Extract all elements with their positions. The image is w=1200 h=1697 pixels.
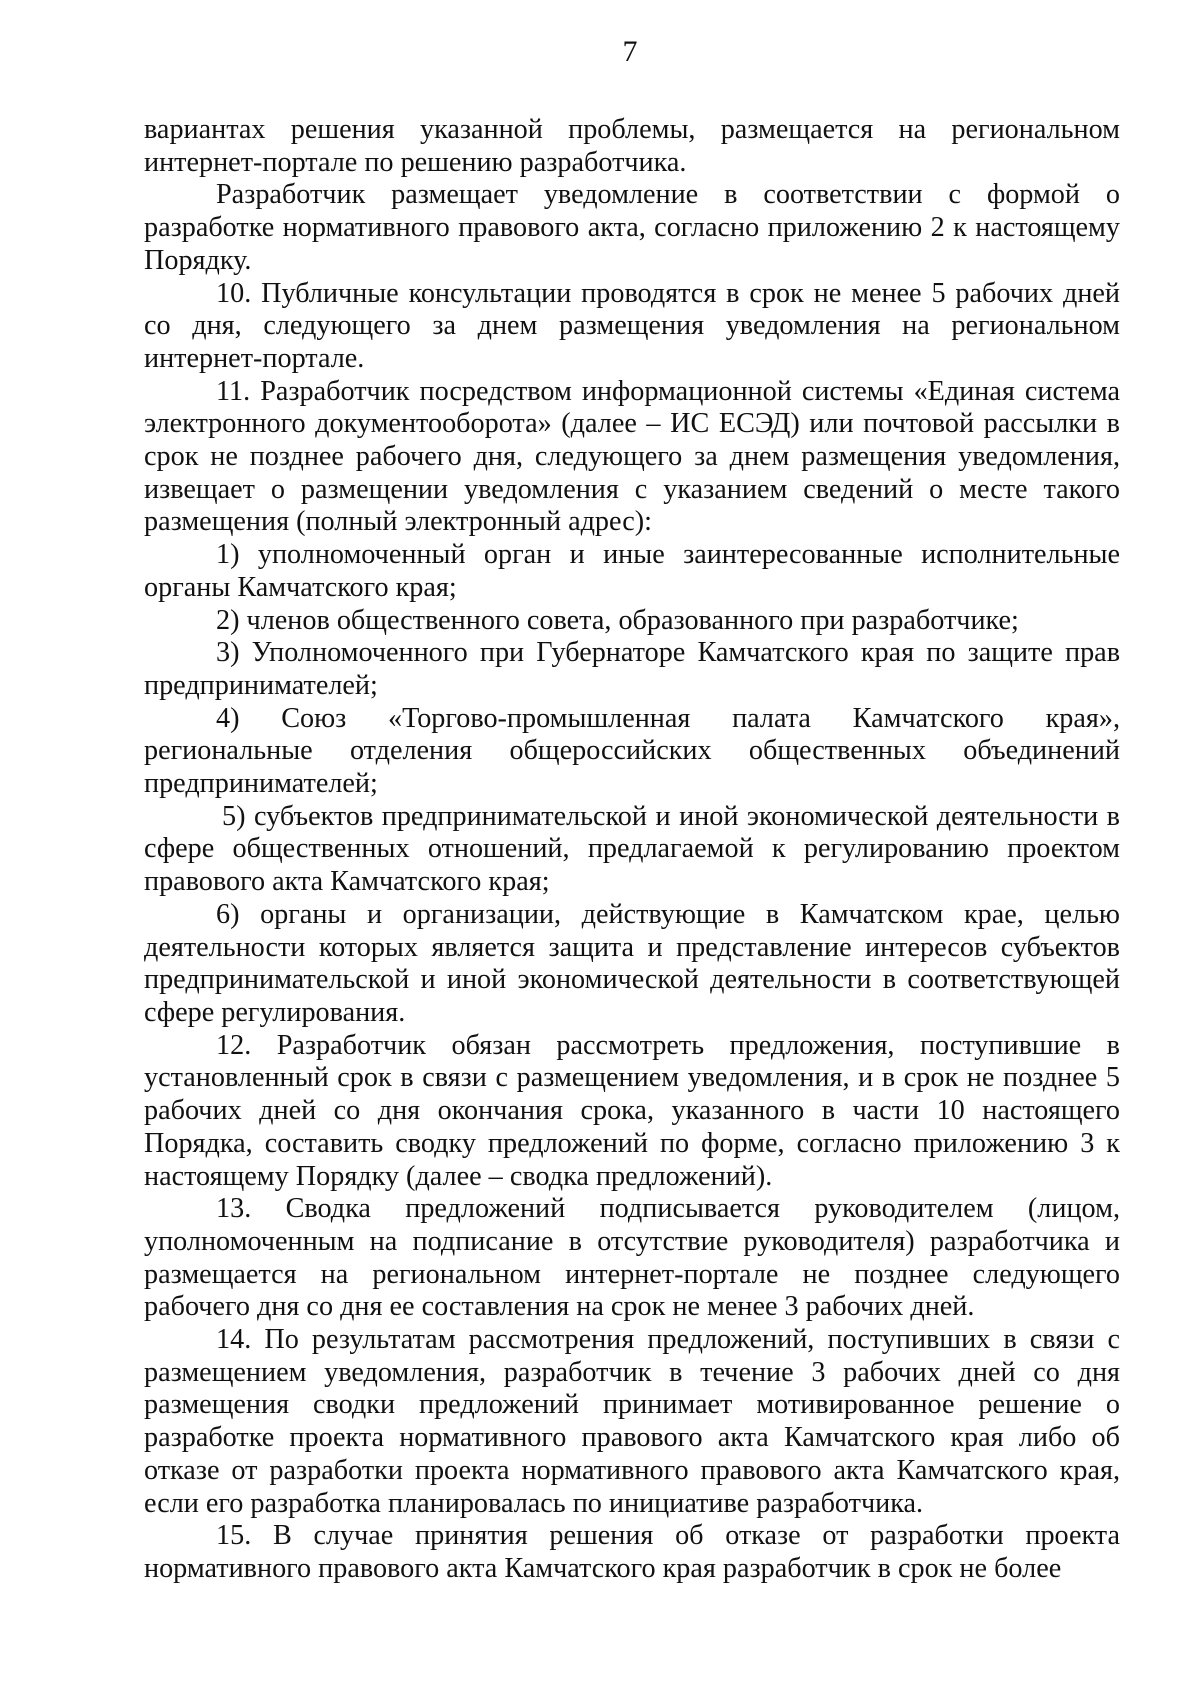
list-item-3: 3) Уполномоченного при Губернаторе Камчатского края по защите прав предпринимателей;: [144, 637, 1120, 701]
paragraph-13: 13. Сводка предложений подписывается руководителем (лицом, уполномоченным на подписание в отсутствие руководителя) разработчика и размещается на региональном интернет-портале не позднее следующего рабочего дня со дня ее составления на срок не менее 3 рабочих дней.: [144, 1193, 1120, 1323]
list-item-6: 6) органы и организации, действующие в Камчатском крае, целью деятельности которых является защита и представление интересов субъектов предпринимательской и иной экономической деятельности в соответствующей сфере регулирования.: [144, 898, 1120, 1028]
paragraph-notification-form: Разработчик размещает уведомление в соответствии с формой о разработке нормативного правового акта, согласно приложению 2 к настоящему Порядку.: [144, 179, 1120, 276]
paragraph-15: 15. В случае принятия решения об отказе от разработки проекта нормативного правового акта Камчатского края разработчик в срок не более: [144, 1520, 1120, 1584]
paragraph-10: 10. Публичные консультации проводятся в срок не менее 5 рабочих дней со дня, следующего за днем размещения уведомления на региональном интернет-портале.: [144, 277, 1120, 374]
paragraph-14: 14. По результатам рассмотрения предложений, поступивших в связи с размещением уведомления, разработчик в течение 3 рабочих дней со дня размещения сводки предложений принимает мотивированное решение о разработке проекта нормативного правового акта Камчатского края либо об отказе от разработки проекта нормативного правового акта Камчатского края, если его разработка планировалась по инициативе разработчика.: [144, 1324, 1120, 1519]
paragraph-11: 11. Разработчик посредством информационной системы «Единая система электронного документооборота» (далее – ИС ЕСЭД) или почтовой рассылки в срок не позднее рабочего дня, следующего за днем размещения уведомления, извещает о размещении уведомления с указанием сведений о месте такого размещения (полный электронный адрес):: [144, 375, 1120, 538]
list-item-5: 5) субъектов предпринимательской и иной экономической деятельности в сфере общественных отношений, предлагаемой к регулированию проектом правового акта Камчатского края;: [144, 800, 1120, 898]
paragraph-continuation: вариантах решения указанной проблемы, размещается на региональном интернет-портале по решению разработчика.: [144, 114, 1120, 178]
document-body: [144, 114, 1120, 1586]
list-item-4: 4) Союз «Торгово-промышленная палата Камчатского края», региональные отделения общероссийских общественных объединений предпринимателей;: [144, 702, 1120, 800]
list-item-2: 2) членов общественного совета, образованного при разработчике;: [216, 604, 1019, 636]
list-item-1: 1) уполномоченный орган и иные заинтересованные исполнительные органы Камчатского края;: [144, 539, 1120, 603]
page-number: 7: [622, 35, 638, 68]
paragraph-12: 12. Разработчик обязан рассмотреть предложения, поступившие в установленный срок в связи с размещением уведомления, и в срок не позднее 5 рабочих дней со дня окончания срока, указанного в части 10 настоящего Порядка, составить сводку предложений по форме, согласно приложению 3 к настоящему Порядку (далее – сводка предложений).: [144, 1029, 1120, 1192]
